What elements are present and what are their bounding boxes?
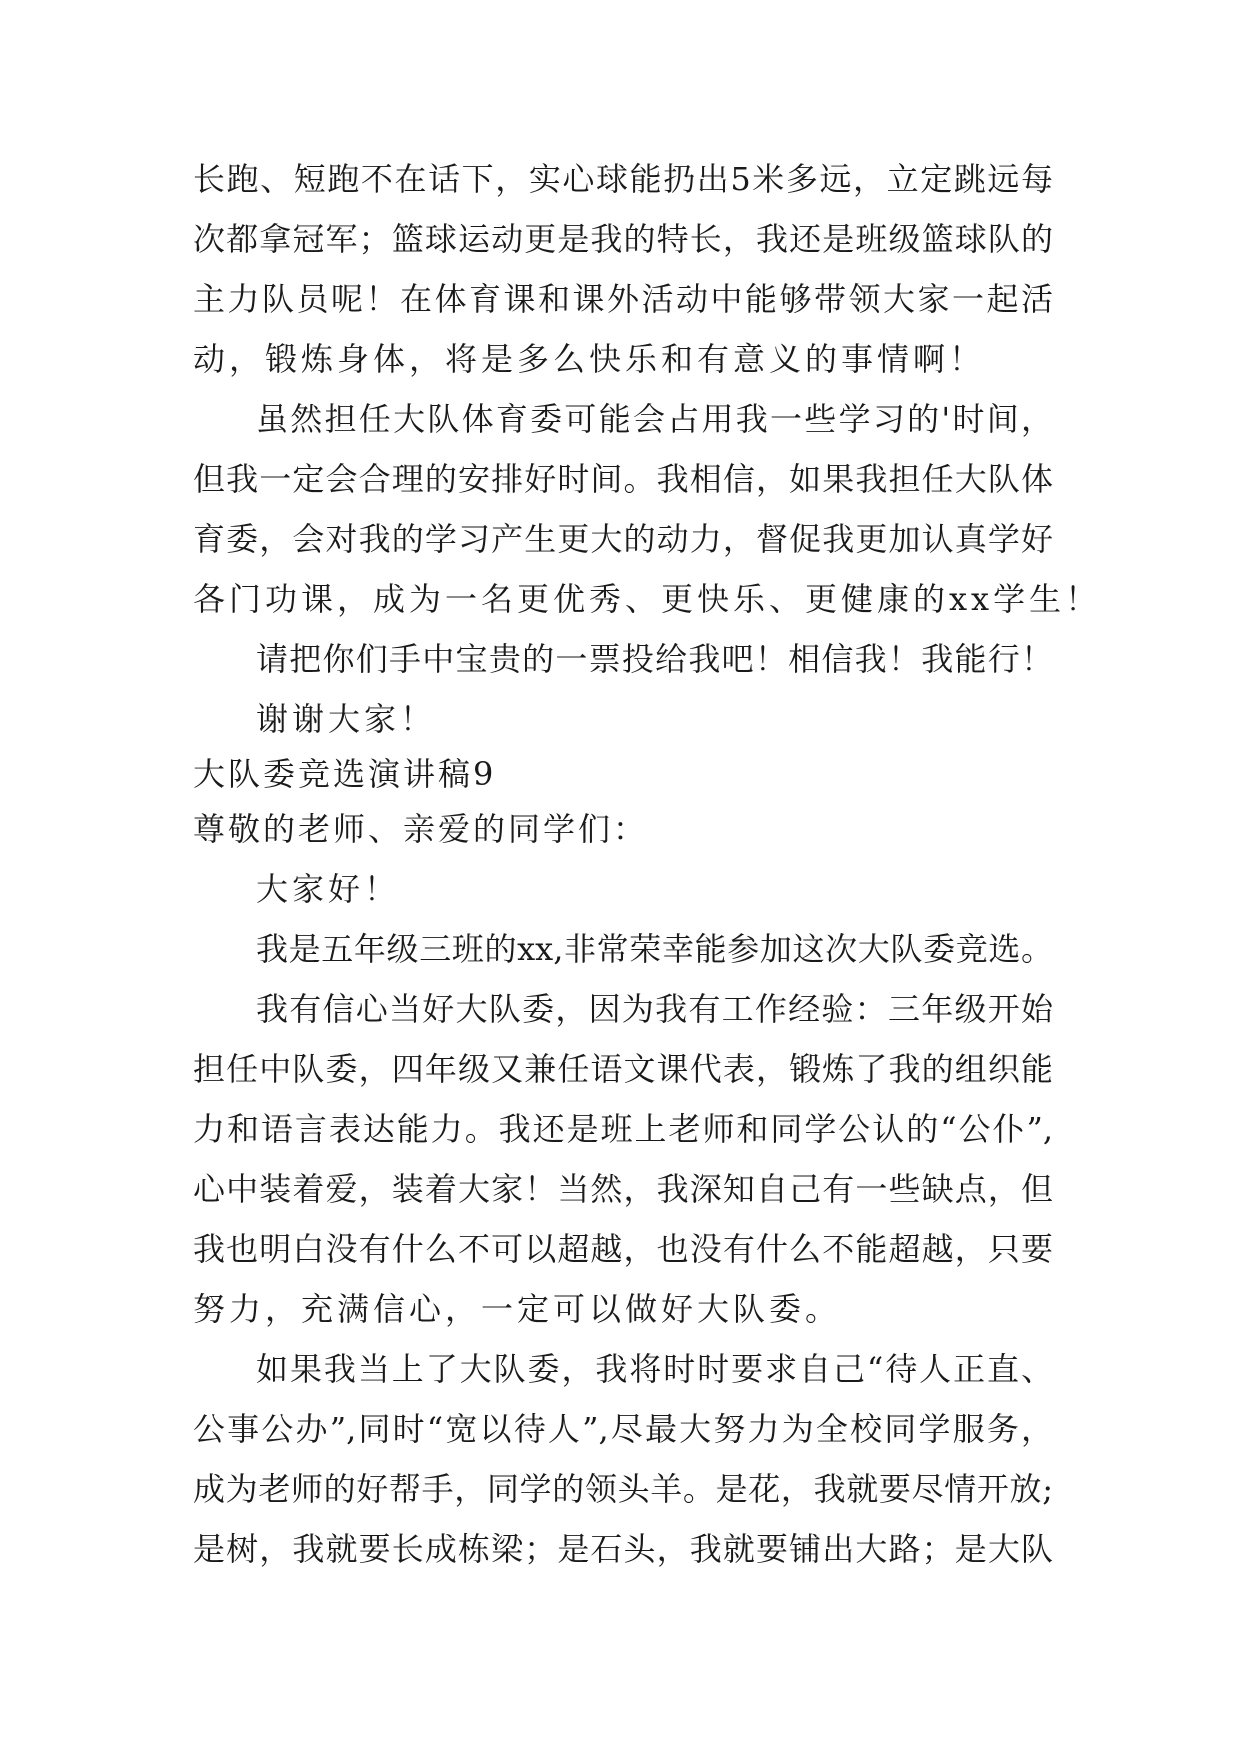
text-line: 请把你们手中宝贵的一票投给我吧！相信我！我能行！ bbox=[256, 640, 1053, 678]
section-title: 大队委竞选演讲稿9 bbox=[193, 755, 497, 793]
text-line: 主力队员呢！在体育课和课外活动中能够带领大家一起活 bbox=[193, 280, 1053, 318]
text-line: 虽然担任大队体育委可能会占用我一些学习的'时间， bbox=[256, 400, 1053, 438]
text-line: 动，锻炼身体，将是多么快乐和有意义的事情啊！ bbox=[193, 340, 986, 378]
greeting: 大家好！ bbox=[256, 870, 401, 908]
text-line: 我有信心当好大队委，因为我有工作经验：三年级开始 bbox=[256, 990, 1053, 1028]
text-line: 心中装着爱，装着大家！当然，我深知自己有一些缺点，但 bbox=[193, 1170, 1053, 1208]
text-line: 公事公办”,同时“宽以待人”,尽最大努力为全校同学服务， bbox=[193, 1410, 1053, 1448]
text-line: 是树，我就要长成栋梁；是石头，我就要铺出大路；是大队 bbox=[193, 1530, 1053, 1568]
text-line: 如果我当上了大队委，我将时时要求自己“待人正直、 bbox=[256, 1350, 1053, 1388]
text-line: 成为老师的好帮手，同学的领头羊。是花，我就要尽情开放; bbox=[193, 1470, 1053, 1508]
text-line: 谢谢大家！ bbox=[256, 700, 437, 738]
text-line: 长跑、短跑不在话下，实心球能扔出5米多远，立定跳远每 bbox=[193, 160, 1053, 198]
text-line: 但我一定会合理的安排好时间。我相信，如果我担任大队体 bbox=[193, 460, 1053, 498]
text-line: 次都拿冠军；篮球运动更是我的特长，我还是班级篮球队的 bbox=[193, 220, 1053, 258]
text-line: 担任中队委，四年级又兼任语文课代表，锻炼了我的组织能 bbox=[193, 1050, 1053, 1088]
text-line: 育委，会对我的学习产生更大的动力，督促我更加认真学好 bbox=[193, 520, 1053, 558]
text-line: 我是五年级三班的xx,非常荣幸能参加这次大队委竞选。 bbox=[256, 930, 1053, 968]
salutation: 尊敬的老师、亲爱的同学们： bbox=[193, 810, 649, 848]
text-line: 努力，充满信心，一定可以做好大队委。 bbox=[193, 1290, 842, 1328]
text-line: 力和语言表达能力。我还是班上老师和同学公认的“公仆”, bbox=[193, 1110, 1053, 1148]
text-line: 我也明白没有什么不可以超越，也没有什么不能超越，只要 bbox=[193, 1230, 1053, 1268]
text-line: 各门功课，成为一名更优秀、更快乐、更健康的xx学生！ bbox=[193, 580, 1102, 618]
